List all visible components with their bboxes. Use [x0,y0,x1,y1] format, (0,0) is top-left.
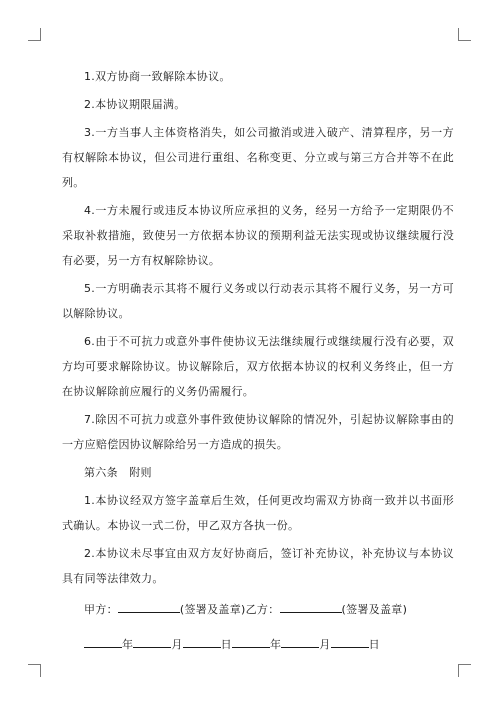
clause-2: 2.本协议期限届满。 [84,98,186,111]
party-b-signature-blank [280,600,342,613]
date-line [62,632,454,657]
party-a-label: 甲方： [84,603,118,616]
party-a-month-blank [133,635,171,648]
party-b-seal-note: (签署及盖章) [341,603,408,616]
party-a-day-blank [183,635,221,648]
supplementary-clause-2: 2.本协议未尽事宜由双方友好协商后，签订补充协议，补充协议与本协议具有同等法律效力。 [62,547,454,585]
party-a-seal-note: (签署及盖章) [179,603,246,616]
party-b-month-label: 月 [319,638,331,651]
supplementary-clause-1: 1.本协议经双方签字盖章后生效，任何更改均需双方协商一致并以书面形式确认。本协议一式二份，甲乙双方各执一份。 [62,494,454,532]
crop-mark-bottom-left [28,664,41,677]
crop-mark-bottom-right [458,664,471,677]
party-b-day-blank [331,635,369,648]
party-b-year-blank [232,635,270,648]
clause-6: 6.由于不可抗力或意外事件使协议无法继续履行或继续履行没有必要，双方均可要求解除协议。协议解除后，双方依据本协议的权利义务终止，但一方在协议解除前应履行的义务仍需履行。 [62,335,454,398]
party-b-year-label: 年 [269,638,282,651]
party-a-month-label: 月 [171,638,183,651]
party-a-day-label: 日 [220,638,232,651]
clause-5: 5.一方明确表示其将不履行义务或以行动表示其将不履行义务，另一方可以解除协议。 [62,282,454,320]
party-b-label: 乙方： [245,603,280,616]
crop-mark-top-right [458,28,471,41]
party-a-year-blank [84,635,122,648]
party-b-month-blank [281,635,319,648]
clause-4: 4.一方未履行或违反本协议所应承担的义务，经另一方给予一定期限仍不采取补救措施，致使另一方依据本协议的预期利益无法实现或协议继续履行没有必要，另一方有权解除协议。 [62,204,454,267]
party-b-day-label: 日 [368,638,380,651]
clause-3: 3.一方当事人主体资格消失，如公司撤消或进入破产、清算程序，另一方有权解除本协议，但公司进行重组、名称变更、分立或与第三方合并等不在此列。 [62,126,454,189]
crop-mark-top-left [28,28,41,41]
clause-1: 1.双方协商一致解除本协议。 [84,70,231,83]
party-a-signature-blank [118,600,180,613]
signature-line [62,597,454,622]
clause-7: 7.除因不可抗力或意外事件致使协议解除的情况外，引起协议解除事由的一方应赔偿因协议解除给另一方造成的损失。 [62,413,454,451]
party-a-year-label: 年 [122,638,134,651]
document-body [62,64,454,657]
article-heading: 第六条 附则 [84,466,152,479]
